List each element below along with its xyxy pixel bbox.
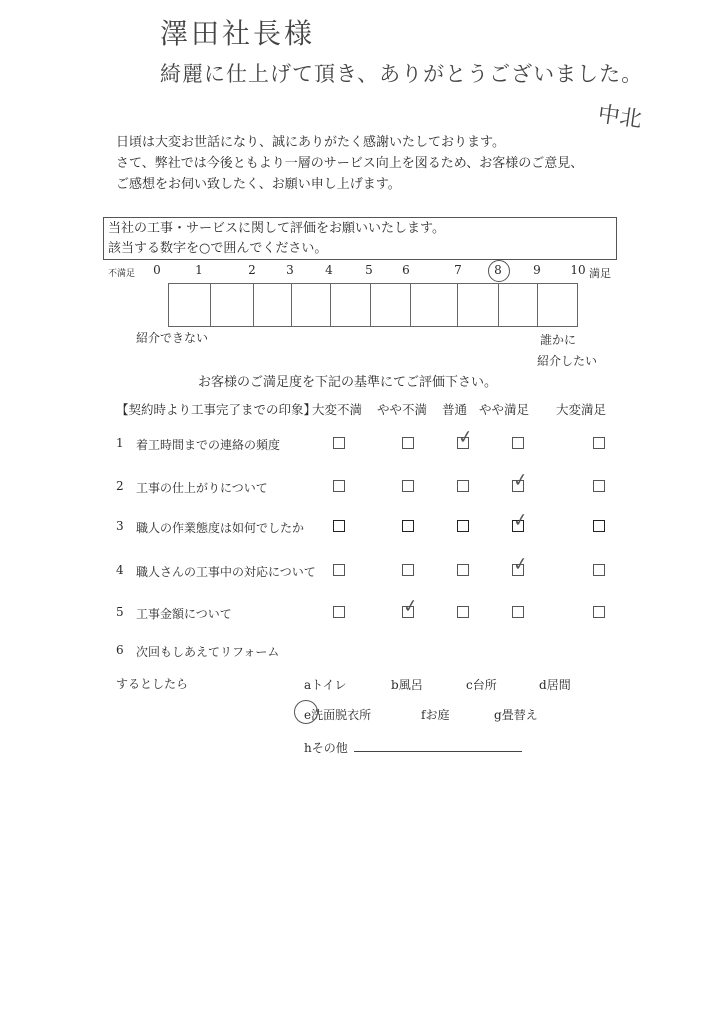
row-5-checkbox-4[interactable] <box>512 606 524 618</box>
option-b[interactable] <box>391 676 423 693</box>
option-h[interactable] <box>304 739 348 756</box>
row-2-check-mark: ✓ <box>511 469 530 492</box>
intro-line-3: ご感想をお伺い致したく、お願い申し上げます。 <box>116 177 401 192</box>
scale-number-3[interactable]: 3 <box>286 263 294 277</box>
scale-number-9[interactable]: 9 <box>533 263 541 277</box>
option-g[interactable] <box>494 706 538 723</box>
row-4-checkbox-5[interactable] <box>593 564 605 576</box>
scale-number-1[interactable]: 1 <box>195 263 203 277</box>
option-c-key: c <box>466 678 473 692</box>
row-5-number: 5 <box>116 605 124 619</box>
scale-tick <box>370 284 371 326</box>
option-g-key: g <box>494 708 502 722</box>
option-f[interactable] <box>421 706 449 723</box>
option-d-label: 居間 <box>546 678 571 692</box>
scale-number-5[interactable]: 5 <box>365 263 373 277</box>
intro-line-2: さて、弊社では今後ともより一層のサービス向上を図るため、お客様のご意見、 <box>116 156 584 171</box>
option-d[interactable] <box>539 676 571 693</box>
q6-question-2: するとしたら <box>116 677 189 691</box>
option-e-circle <box>294 700 318 724</box>
row-2-checkbox-1[interactable] <box>333 480 345 492</box>
row-3-number: 3 <box>116 519 124 533</box>
rating-heading: お客様のご満足度を下記の基準にてご評価下さい。 <box>198 375 498 390</box>
scale-tick <box>410 284 411 326</box>
scale-left-label: 不満足 <box>108 269 136 279</box>
handwritten-signature: 中北 <box>596 102 644 133</box>
row-2-checkbox-5[interactable] <box>593 480 605 492</box>
scale-number-4[interactable]: 4 <box>325 263 333 277</box>
scale-right-label: 満足 <box>589 267 611 280</box>
row-4-number: 4 <box>116 563 124 577</box>
scale-tick <box>330 284 331 326</box>
scale-high-caption-2: 紹介したい <box>537 354 598 368</box>
row-1-checkbox-5[interactable] <box>593 437 605 449</box>
row-4-checkbox-1[interactable] <box>333 564 345 576</box>
instruction-line-2: 該当する数字を○で囲んでください。 <box>108 241 328 256</box>
row-5-checkbox-1[interactable] <box>333 606 345 618</box>
handwritten-salutation: 澤田社長様 <box>160 17 316 50</box>
row-1-checkbox-1[interactable] <box>333 437 345 449</box>
scale-number-0[interactable]: 0 <box>153 263 161 277</box>
option-h-write-line[interactable] <box>354 738 522 752</box>
scale-number-2[interactable]: 2 <box>248 263 256 277</box>
option-h-key: h <box>304 741 312 755</box>
option-c[interactable] <box>466 676 497 693</box>
option-h-label: その他 <box>311 741 348 755</box>
option-b-key: b <box>391 678 399 692</box>
scale-number-8[interactable]: 8 <box>494 263 502 277</box>
option-a-key: a <box>304 678 312 692</box>
option-f-key: f <box>421 708 426 722</box>
column-header-5: 大変満足 <box>556 402 607 417</box>
row-1-label: 着工時間までの連絡の頻度 <box>136 438 281 452</box>
scale-tick <box>457 284 458 326</box>
option-a[interactable] <box>304 676 347 693</box>
scale-tick <box>210 284 211 326</box>
row-4-check-mark: ✓ <box>511 553 530 576</box>
row-3-checkbox-2[interactable] <box>402 520 414 532</box>
column-header-2: やや不満 <box>377 402 428 417</box>
scale-tick <box>291 284 292 326</box>
row-2-number: 2 <box>116 479 124 493</box>
row-3-check-mark: ✓ <box>511 509 530 532</box>
row-5-check-mark: ✓ <box>401 595 420 618</box>
column-header-1: 大変不満 <box>312 402 363 417</box>
table-section-title: 【契約時より工事完了までの印象】 <box>116 402 317 417</box>
row-2-checkbox-2[interactable] <box>402 480 414 492</box>
instruction-line-1: 当社の工事・サービスに関して評価をお願いいたします。 <box>108 221 445 236</box>
row-2-checkbox-3[interactable] <box>457 480 469 492</box>
row-5-label: 工事金額について <box>136 607 232 621</box>
scale-low-caption: 紹介できない <box>136 331 209 345</box>
option-d-key: d <box>539 678 547 692</box>
option-a-label: トイレ <box>311 678 347 692</box>
row-1-number: 1 <box>116 436 124 450</box>
column-header-4: やや満足 <box>479 402 530 417</box>
option-e-key: e <box>304 708 312 722</box>
scale-number-6[interactable]: 6 <box>402 263 410 277</box>
option-f-label: お庭 <box>425 708 450 722</box>
scale-tick <box>537 284 538 326</box>
option-g-label: 畳替え <box>501 708 538 722</box>
row-3-checkbox-5[interactable] <box>593 520 605 532</box>
scale-number-7[interactable]: 7 <box>454 263 462 277</box>
scale-high-caption-1: 誰かに <box>540 333 577 347</box>
intro-line-1: 日頃は大変お世話になり、誠にありがたく感謝いたしております。 <box>116 135 505 150</box>
q6-question: 次回もしあえてリフォーム <box>136 645 280 659</box>
scale-tick <box>498 284 499 326</box>
row-3-checkbox-3[interactable] <box>457 520 469 532</box>
row-1-check-mark: ✓ <box>456 426 475 449</box>
option-b-label: 風呂 <box>398 678 423 692</box>
row-3-label: 職人の作業態度は如何でしたか <box>136 521 305 535</box>
row-4-label: 職人さんの工事中の対応について <box>136 565 316 579</box>
row-2-label: 工事の仕上がりについて <box>136 481 268 495</box>
q6-number: 6 <box>116 643 124 657</box>
row-1-checkbox-4[interactable] <box>512 437 524 449</box>
option-e-label: 洗面脱衣所 <box>311 708 372 722</box>
row-5-checkbox-5[interactable] <box>593 606 605 618</box>
row-3-checkbox-1[interactable] <box>333 520 345 532</box>
option-c-label: 台所 <box>472 678 497 692</box>
row-4-checkbox-3[interactable] <box>457 564 469 576</box>
scale-number-10[interactable]: 10 <box>570 263 586 277</box>
column-header-3: 普通 <box>442 402 468 417</box>
row-5-checkbox-3[interactable] <box>457 606 469 618</box>
handwritten-thanks: 綺麗に仕上げて頂き、ありがとうございました。 <box>160 62 644 86</box>
row-4-checkbox-2[interactable] <box>402 564 414 576</box>
row-1-checkbox-2[interactable] <box>402 437 414 449</box>
scale-bar <box>168 283 578 327</box>
scale-tick <box>253 284 254 326</box>
